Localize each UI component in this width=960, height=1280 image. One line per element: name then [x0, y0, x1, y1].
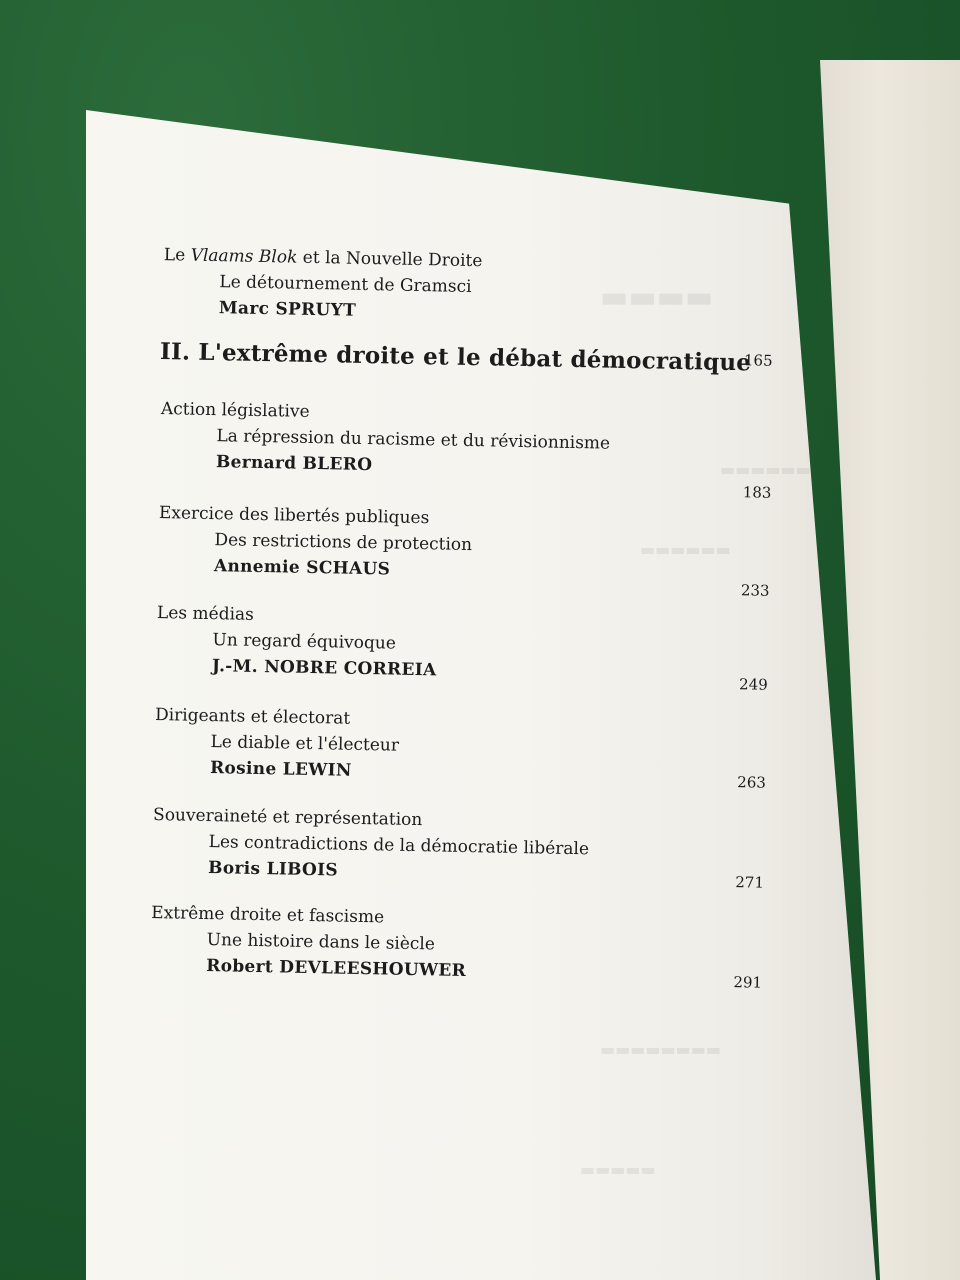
toc-entry-topic: Souveraineté et représentation — [152, 804, 423, 831]
toc-entry-topic: Extrême droite et fascisme — [151, 902, 385, 928]
show-through-text: ▬▬▬▬ — [600, 280, 714, 315]
section-title: II. L'extrême droite et le débat démocratique — [159, 338, 752, 377]
show-through-text: ▬▬▬▬▬▬▬▬ — [600, 1040, 721, 1059]
toc-entry-page-number: 249 — [738, 675, 768, 694]
toc-entry — [152, 802, 793, 892]
toc-entry-subtitle: Un regard équivoque — [212, 630, 397, 654]
toc-entry-topic: Exercice des libertés publiques — [158, 503, 430, 529]
toc-entry-subtitle: La répression du racisme et du révisionnisme — [216, 426, 611, 454]
toc-entry — [160, 396, 801, 502]
toc-entry-topic: Action législative — [160, 399, 310, 422]
toc-entry-topic: Le Vlaams Blok et la Nouvelle Droite — [163, 245, 483, 272]
toc-entry-topic: Dirigeants et électorat — [154, 704, 351, 729]
toc-entry-author: Annemie SCHAUS — [213, 556, 391, 580]
toc-entry-topic: Les médias — [156, 603, 255, 625]
toc-entry-author: Marc SPRUYT — [218, 298, 357, 321]
toc-entry-author: Robert DEVLEESHOUWER — [206, 956, 467, 982]
toc-entry-page-number: 291 — [733, 973, 763, 992]
toc-entry-subtitle: Le diable et l'électeur — [210, 732, 400, 756]
toc-entry — [156, 600, 797, 694]
toc-entry-subtitle: Des restrictions de protection — [214, 530, 473, 556]
toc-entry-author: J.-M. NOBRE CORREIA — [211, 656, 437, 681]
toc-entry-author: Rosine LEWIN — [209, 758, 352, 781]
toc-entry-page-number: 233 — [740, 581, 770, 600]
section-page-number: 165 — [743, 351, 773, 370]
toc-entry-author: Boris LIBOIS — [207, 858, 339, 881]
show-through-text: ▬▬▬▬▬▬ — [640, 540, 731, 559]
toc-entry-author: Bernard BLERO — [215, 452, 373, 476]
toc-entry-subtitle: Une histoire dans le siècle — [206, 930, 436, 955]
show-through-text: ▬▬▬▬▬▬ — [720, 460, 811, 479]
toc-entry — [150, 900, 791, 990]
toc-entry-subtitle: Le détournement de Gramsci — [219, 272, 472, 297]
toc-entry-page-number: 183 — [742, 483, 772, 502]
toc-entry — [154, 702, 795, 792]
toc-entry-subtitle: Les contradictions de la démocratie libérale — [208, 832, 590, 860]
show-through-text: ▬▬▬▬▬ — [580, 1160, 656, 1179]
toc-entry-page-number: 271 — [735, 873, 765, 892]
toc-entry-page-number: 263 — [737, 773, 767, 792]
